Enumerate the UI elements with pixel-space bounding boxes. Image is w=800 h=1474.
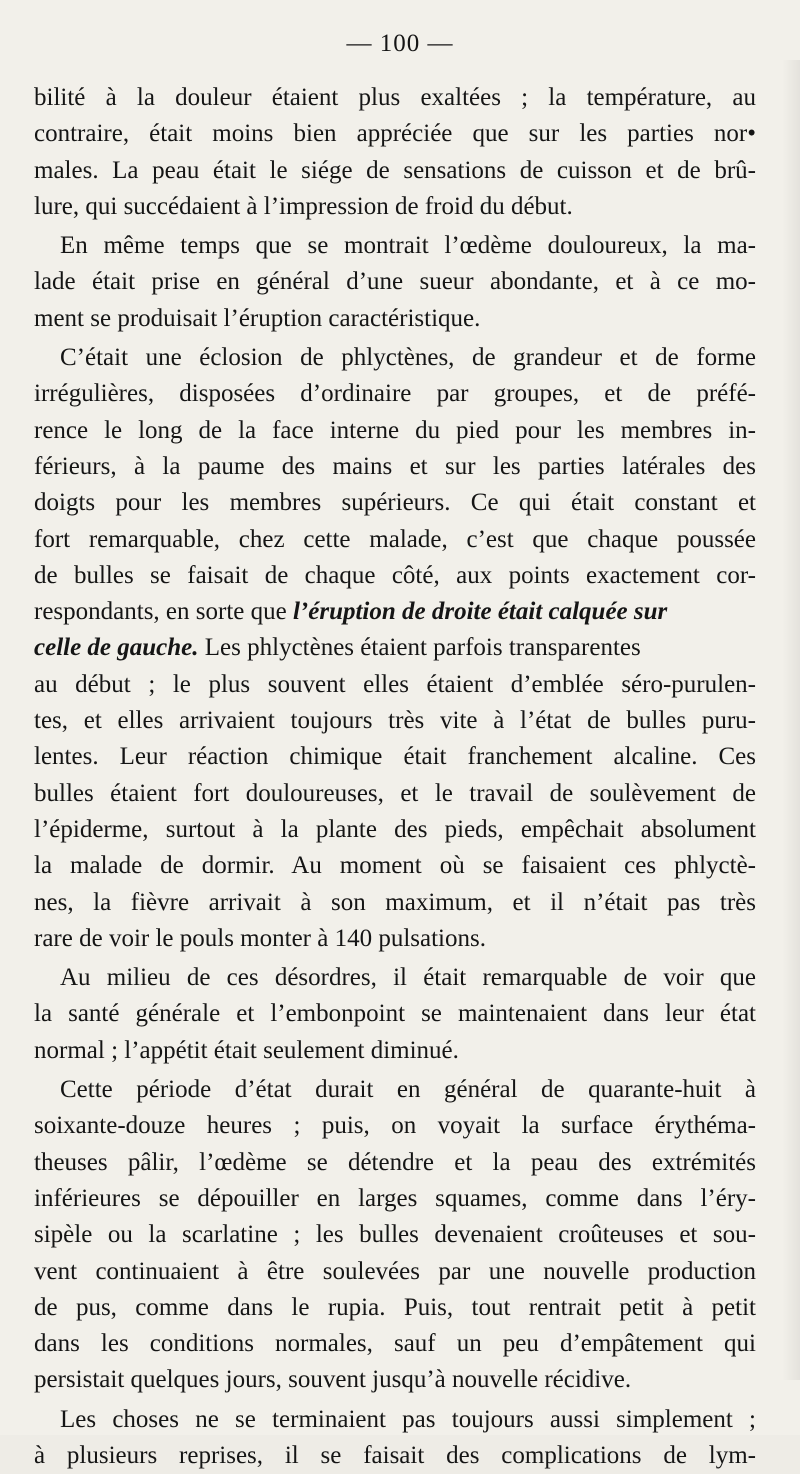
page-number: — 100 — — [346, 30, 454, 57]
text-line: En même temps que se montrait l’œdème douloureux, la ma- — [60, 232, 756, 260]
text-line: C’était une éclosion de phlyctènes, de grandeur et de forme — [60, 344, 756, 372]
text-line: vent continuaient à être soulevées par une nouvelle production — [34, 1257, 756, 1285]
text-line: de pus, comme dans le rupia. Puis, tout rentrait petit à petit — [34, 1293, 756, 1321]
page-shadow — [782, 60, 800, 1380]
text-line: theuses pâlir, l’œdème se détendre et la peau des extrémités — [34, 1148, 756, 1176]
text-line: ment se produisait l’éruption caractéristique. — [34, 304, 481, 332]
text-line: à plusieurs reprises, il se faisait des complications de lym- — [34, 1441, 756, 1469]
text-line: rence le long de la face interne du pied pour les membres in- — [34, 416, 756, 444]
text-line: inférieures se dépouiller en larges squames, comme dans l’éry- — [34, 1184, 756, 1212]
text-line: l’épiderme, surtout à la plante des pieds, empêchait absolument — [34, 815, 756, 843]
text-line: lade était prise en général d’une sueur abondante, et à ce mo- — [34, 268, 756, 296]
text-line: bulles étaient fort douloureuses, et le travail de soulèvement de — [34, 779, 756, 807]
text-line — [34, 594, 756, 630]
text-line: contraire, était moins bien appréciée que sur les parties nor• — [34, 120, 756, 148]
text-line: sipèle ou la scarlatine ; les bulles devenaient croûteuses et sou- — [34, 1221, 756, 1249]
text-line: tes, et elles arrivaient toujours très vite à l’état de bulles puru- — [34, 707, 756, 735]
text-line: nes, la fièvre arrivait à son maximum, et il n’était pas très — [34, 888, 756, 916]
text-line: soixante-douze heures ; puis, on voyait la surface érythéma- — [34, 1112, 756, 1140]
text-line: lentes. Leur réaction chimique était franchement alcaline. Ces — [34, 743, 756, 771]
text-line: doigts pour les membres supérieurs. Ce qui était constant et — [34, 489, 756, 517]
text-segment: Les phlyctènes étaient parfois transparentes — [204, 634, 641, 662]
text-line: fort remarquable, chez cette malade, c’est que chaque poussée — [34, 525, 756, 553]
text-line: Les choses ne se terminaient pas toujours aussi simplement ; — [60, 1405, 756, 1433]
text-line: férieurs, à la paume des mains et sur les parties latérales des — [34, 452, 756, 480]
text-line: rare de voir le pouls monter à 140 pulsations. — [34, 924, 486, 952]
text-line: irrégulières, disposées d’ordinaire par groupes, et de préfé- — [34, 380, 756, 408]
text-line: normal ; l’appétit était seulement diminué. — [34, 1036, 459, 1064]
text-line: persistait quelques jours, souvent jusqu’à nouvelle récidive. — [34, 1366, 632, 1394]
text-line: bilité à la douleur étaient plus exaltées ; la température, au — [34, 84, 756, 111]
text-line — [34, 630, 756, 666]
text-line: Cette période d’état durait en général de quarante-huit à — [60, 1076, 756, 1104]
text-line: la santé générale et l’embonpoint se maintenaient dans leur état — [34, 1000, 756, 1028]
text-line: males. La peau était le siége de sensations de cuisson et de brû- — [34, 156, 756, 184]
body-text — [34, 80, 756, 1474]
italic-phrase: l’éruption de droite était calquée sur — [292, 598, 668, 626]
text-segment: respondants, en sorte que — [34, 598, 287, 626]
text-line: dans les conditions normales, sauf un peu d’empâtement qui — [34, 1330, 756, 1358]
italic-phrase: celle de gauche. — [34, 634, 199, 662]
text-line: la malade de dormir. Au moment où se faisaient ces phlyctè- — [34, 852, 756, 880]
text-line: au début ; le plus souvent elles étaient d’emblée séro-purulen- — [34, 670, 756, 698]
text-line: lure, qui succédaient à l’impression de froid du début. — [34, 192, 573, 220]
text-line: Au milieu de ces désordres, il était remarquable de voir que — [60, 964, 756, 992]
text-line: de bulles se faisait de chaque côté, aux points exactement cor- — [34, 561, 756, 589]
